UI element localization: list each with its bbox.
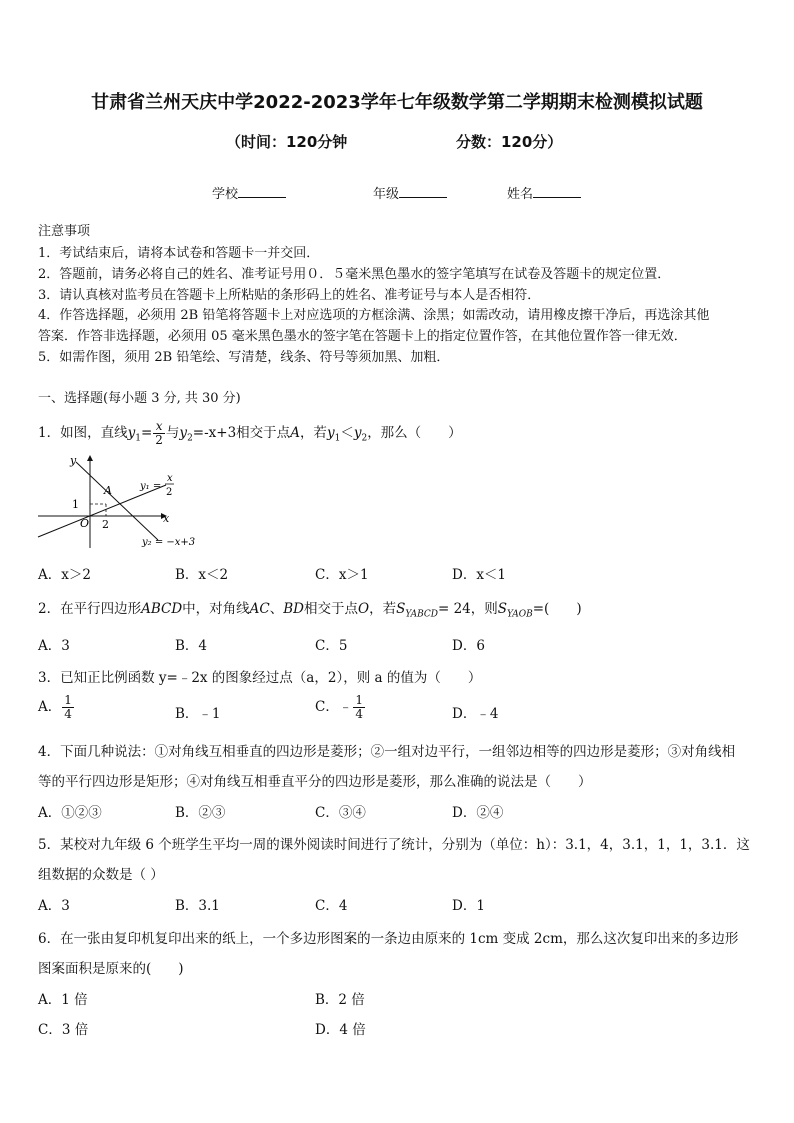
q1-option-c[interactable]: C．x＞1	[315, 567, 369, 583]
q5-option-a[interactable]: A．3	[38, 898, 70, 914]
y2-label: y₂ = −x+3	[142, 537, 196, 548]
q2-option-a[interactable]: A．3	[38, 638, 70, 654]
notice-item: 2．答题前，请务必将自己的姓名、准考证号用０．５毫米黑色墨水的签字笔填写在试卷及答题卡的规定位置．	[38, 267, 671, 282]
y1-frac-den: 2	[166, 487, 173, 498]
x-axis-label: x	[163, 512, 170, 525]
q4-option-d[interactable]: D．②④	[452, 805, 504, 821]
q6-option-b[interactable]: B．2 倍	[315, 992, 365, 1008]
q6-option-a[interactable]: A．1 倍	[38, 992, 88, 1008]
y-axis-label: y	[70, 454, 77, 467]
q1-option-d[interactable]: D．x＜1	[452, 567, 507, 583]
q3-option-d[interactable]: D．﹣4	[452, 706, 499, 722]
name-blank[interactable]	[533, 186, 581, 198]
question-4-line1: 4．下面几种说法：①对角线互相垂直的四边形是菱形；②一组对边平行，一组邻边相等的四边形是菱形；③对角线相	[38, 744, 736, 760]
fraction-one-quarter: $\frac{1}{4}$	[355, 693, 363, 721]
question-3: 3．已知正比例函数 y=﹣2x 的图象经过点（a，2），则 a 的值为（ ）	[38, 670, 482, 686]
notice-item: 4．作答选择题，必须用 2B 铅笔将答题卡上对应选项的方框涂满、涂黑；如需改动，请用橡皮擦干净后，再选涂其他	[38, 308, 710, 323]
question-5-line2: 组数据的众数是（ ）	[38, 867, 164, 883]
tick-y-label: 1	[72, 498, 79, 511]
q6-option-d[interactable]: D．4 倍	[315, 1022, 366, 1038]
q2-option-c[interactable]: C．5	[315, 638, 348, 654]
notice-heading: 注意事项	[38, 224, 91, 239]
q5-option-d[interactable]: D．1	[452, 898, 485, 914]
q3-option-b[interactable]: B．﹣1	[175, 706, 221, 722]
q5-option-c[interactable]: C．4	[315, 898, 348, 914]
q6-option-c[interactable]: C．3 倍	[38, 1022, 89, 1038]
q3-option-a[interactable]: A． $\frac{1}{4}$	[38, 693, 72, 721]
question-6-line2: 图案面积是原来的( )	[38, 961, 184, 977]
point-a-label: A	[104, 484, 112, 497]
q4-option-b[interactable]: B．②③	[175, 805, 226, 821]
section-heading: 一、选择题(每小题 3 分, 共 30 分)	[38, 391, 241, 406]
fraction-x-over-2: $\frac{x}{2}$	[155, 419, 163, 447]
q4-option-a[interactable]: A．①②③	[38, 805, 102, 821]
q3-option-c[interactable]: C．﹣ $\frac{1}{4}$	[315, 693, 363, 721]
grade-blank[interactable]	[399, 186, 447, 198]
q4-option-c[interactable]: C．③④	[315, 805, 366, 821]
school-field: 学校	[212, 183, 286, 202]
notice-item: 答案．作答非选择题，必须用 05 毫米黑色墨水的签字笔在答题卡上的指定位置作答，在其他位置作答一律无效．	[38, 329, 687, 344]
y1-label: y₁ =	[140, 481, 162, 492]
time-label: （时间：120分钟	[226, 133, 348, 151]
grade-field: 年级	[373, 183, 447, 202]
notice-item: 3．请认真核对监考员在答题卡上所粘贴的条形码上的姓名、准考证号与本人是否相符．	[38, 288, 541, 303]
question-4-line2: 等的平行四边形是矩形；④对角线互相垂直平分的四边形是菱形，那么准确的说法是（ ）	[38, 774, 592, 790]
question-5-line1: 5．某校对九年级 6 个班学生平均一周的课外阅读时间进行了统计，分别为（单位：h）：3.1，4，3.1，1，1，3.1．这	[38, 837, 750, 853]
y1-frac-num: x	[167, 473, 173, 484]
question-1: 1．如图，直线$y_1=$ $\frac{x}{2}$ 与$y_2=-x+3$相交于点A，若$y_1<y_2$，那么（ ）	[38, 419, 462, 447]
q1-option-a[interactable]: A．x＞2	[38, 567, 91, 583]
score-label: 分数：120分）	[456, 133, 563, 151]
tick-x-label: 2	[102, 518, 109, 531]
origin-label: O	[80, 517, 90, 530]
school-blank[interactable]	[238, 186, 286, 198]
question-6-line1: 6．在一张由复印机复印出来的纸上，一个多边形图案的一条边由原来的 1cm 变成 2cm，那么这次复印出来的多边形	[38, 931, 739, 947]
q1-graph	[30, 452, 210, 552]
name-field: 姓名	[507, 183, 581, 202]
page-title: 甘肃省兰州天庆中学2022-2023学年七年级数学第二学期期末检测模拟试题	[91, 92, 703, 113]
notice-item: 1．考试结束后，请将本试卷和答题卡一并交回．	[38, 246, 320, 261]
q2-option-d[interactable]: D．6	[452, 638, 485, 654]
question-2: 2．在平行四边形ABCD中，对角线AC、BD相交于点O，若$S_{YABCD}= 24$，则$S_{YAOB}=$( )	[38, 601, 582, 620]
notice-item: 5．如需作图，须用 2B 铅笔绘、写清楚，线条、符号等须加黑、加粗．	[38, 350, 450, 365]
q1-option-b[interactable]: B．x＜2	[175, 567, 229, 583]
q5-option-b[interactable]: B．3.1	[175, 898, 220, 914]
fraction-one-quarter: $\frac{1}{4}$	[64, 693, 72, 721]
q2-option-b[interactable]: B．4	[175, 638, 208, 654]
